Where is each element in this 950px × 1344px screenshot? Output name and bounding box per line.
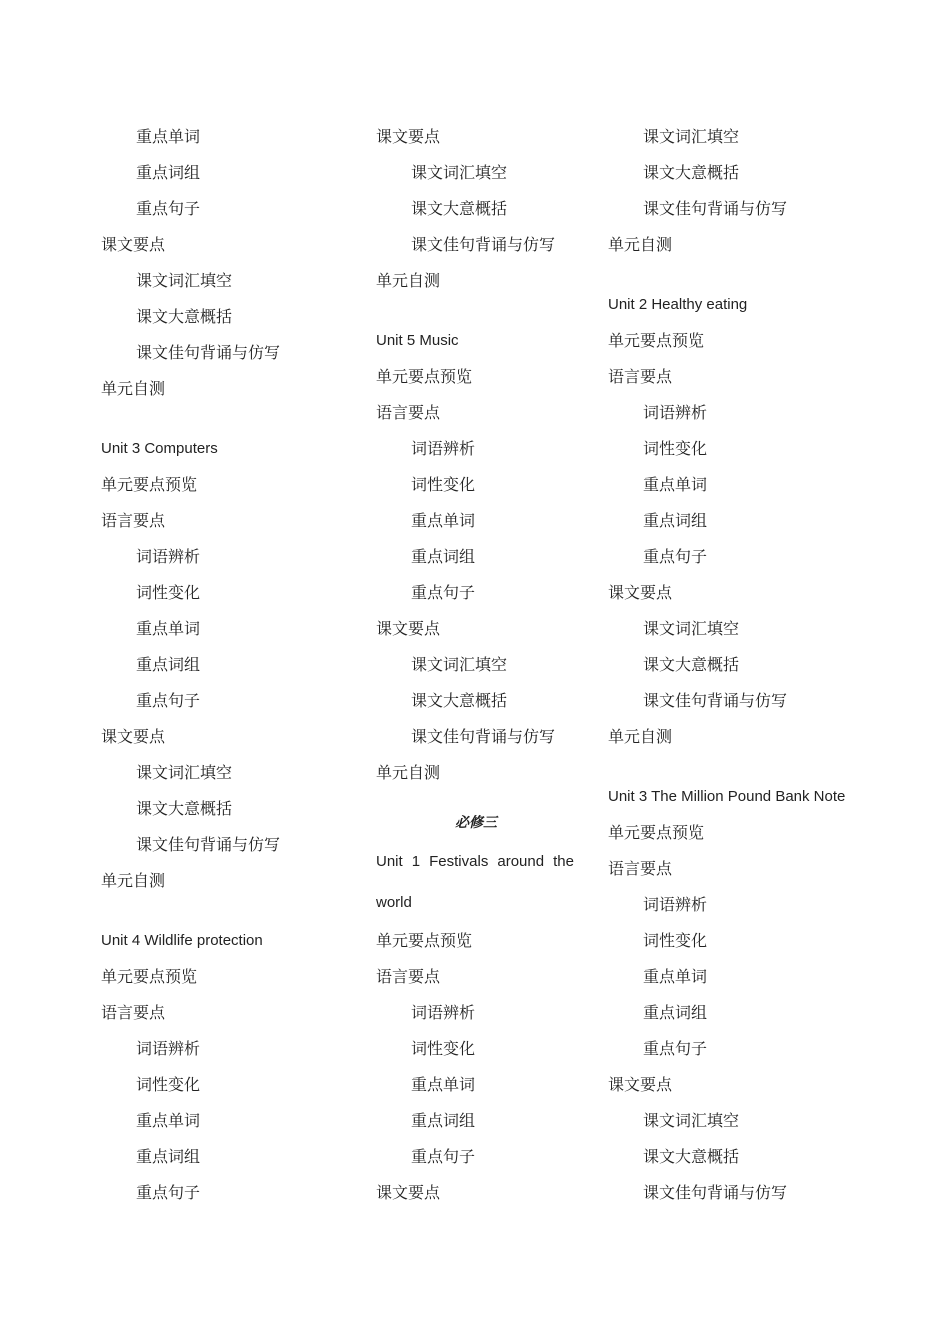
toc-entry: 单元自测 bbox=[376, 763, 441, 782]
toc-subentry: 重点词组 bbox=[136, 163, 201, 182]
unit-title: Unit 3 The Million Pound Bank Note bbox=[608, 788, 846, 805]
toc-entry: 语言要点 bbox=[608, 367, 673, 386]
toc-subentry: 重点句子 bbox=[136, 199, 201, 218]
toc-entry: 单元自测 bbox=[608, 235, 673, 254]
toc-entry: 单元要点预览 bbox=[376, 367, 473, 386]
toc-subentry: 课文大意概括 bbox=[411, 199, 508, 218]
toc-subentry: 词性变化 bbox=[643, 439, 708, 458]
toc-entry: 单元要点预览 bbox=[101, 967, 198, 986]
unit-title: Unit 4 Wildlife protection bbox=[101, 932, 263, 949]
toc-entry: 课文要点 bbox=[376, 619, 441, 638]
toc-subentry: 重点词组 bbox=[411, 1111, 476, 1130]
toc-subentry: 重点句子 bbox=[411, 1147, 476, 1166]
toc-entry: 单元要点预览 bbox=[376, 931, 473, 950]
toc-subentry: 重点单词 bbox=[411, 1075, 476, 1094]
unit-title: Unit 3 Computers bbox=[101, 440, 218, 457]
toc-subentry: 重点单词 bbox=[136, 127, 201, 146]
toc-subentry: 课文词汇填空 bbox=[136, 271, 233, 290]
toc-entry: 课文要点 bbox=[376, 1183, 441, 1202]
toc-subentry: 词性变化 bbox=[136, 583, 201, 602]
toc-subentry: 课文词汇填空 bbox=[643, 127, 740, 146]
toc-entry: 课文要点 bbox=[608, 1075, 673, 1094]
toc-subentry: 词性变化 bbox=[411, 475, 476, 494]
toc-entry: 语言要点 bbox=[101, 511, 166, 530]
toc-subentry: 课文大意概括 bbox=[643, 163, 740, 182]
toc-subentry: 词性变化 bbox=[643, 931, 708, 950]
toc-entry: 单元要点预览 bbox=[608, 823, 705, 842]
toc-entry: 单元自测 bbox=[608, 727, 673, 746]
toc-subentry: 重点句子 bbox=[411, 583, 476, 602]
toc-entry: 单元自测 bbox=[376, 271, 441, 290]
toc-entry: 课文要点 bbox=[101, 727, 166, 746]
toc-subentry: 课文佳句背诵与仿写 bbox=[411, 235, 556, 254]
toc-column-2 bbox=[376, 119, 576, 1211]
toc-subentry: 重点词组 bbox=[643, 1003, 708, 1022]
toc-entry: 语言要点 bbox=[608, 859, 673, 878]
toc-subentry: 课文词汇填空 bbox=[136, 763, 233, 782]
toc-subentry: 课文大意概括 bbox=[136, 307, 233, 326]
toc-subentry: 课文佳句背诵与仿写 bbox=[643, 199, 788, 218]
toc-entry: 语言要点 bbox=[376, 967, 441, 986]
toc-subentry: 词语辨析 bbox=[411, 439, 476, 458]
unit-title: Unit 1 Festivals around the world bbox=[376, 853, 574, 911]
toc-entry: 语言要点 bbox=[101, 1003, 166, 1022]
toc-entry: 课文要点 bbox=[608, 583, 673, 602]
toc-subentry: 词性变化 bbox=[411, 1039, 476, 1058]
toc-subentry: 词性变化 bbox=[136, 1075, 201, 1094]
toc-subentry: 重点单词 bbox=[136, 1111, 201, 1130]
toc-subentry: 重点词组 bbox=[643, 511, 708, 530]
toc-subentry: 词语辨析 bbox=[643, 895, 708, 914]
toc-column-1 bbox=[101, 119, 351, 1211]
toc-subentry: 重点句子 bbox=[136, 691, 201, 710]
unit-title: Unit 5 Music bbox=[376, 332, 459, 349]
toc-subentry: 词语辨析 bbox=[411, 1003, 476, 1022]
toc-entry: 单元自测 bbox=[101, 871, 166, 890]
toc-subentry: 课文词汇填空 bbox=[411, 655, 508, 674]
toc-entry: 课文要点 bbox=[376, 127, 441, 146]
toc-subentry: 课文大意概括 bbox=[643, 655, 740, 674]
section-heading: 必修三 bbox=[455, 815, 497, 831]
toc-subentry: 课文佳句背诵与仿写 bbox=[136, 343, 281, 362]
toc-subentry: 课文佳句背诵与仿写 bbox=[411, 727, 556, 746]
toc-subentry: 课文词汇填空 bbox=[643, 1111, 740, 1130]
toc-entry: 单元自测 bbox=[101, 379, 166, 398]
toc-subentry: 课文佳句背诵与仿写 bbox=[136, 835, 281, 854]
toc-subentry: 重点词组 bbox=[136, 1147, 201, 1166]
toc-subentry: 重点单词 bbox=[136, 619, 201, 638]
toc-subentry: 课文佳句背诵与仿写 bbox=[643, 691, 788, 710]
toc-subentry: 词语辨析 bbox=[643, 403, 708, 422]
toc-subentry: 重点词组 bbox=[411, 547, 476, 566]
toc-subentry: 词语辨析 bbox=[136, 1039, 201, 1058]
toc-subentry: 课文大意概括 bbox=[643, 1147, 740, 1166]
toc-subentry: 课文佳句背诵与仿写 bbox=[643, 1183, 788, 1202]
toc-subentry: 课文词汇填空 bbox=[643, 619, 740, 638]
toc-subentry: 重点词组 bbox=[136, 655, 201, 674]
toc-subentry: 重点句子 bbox=[643, 1039, 708, 1058]
toc-subentry: 重点句子 bbox=[643, 547, 708, 566]
toc-subentry: 课文词汇填空 bbox=[411, 163, 508, 182]
toc-subentry: 重点单词 bbox=[643, 475, 708, 494]
toc-column-3 bbox=[608, 119, 868, 1211]
toc-subentry: 重点句子 bbox=[136, 1183, 201, 1202]
toc-subentry: 重点单词 bbox=[411, 511, 476, 530]
toc-subentry: 词语辨析 bbox=[136, 547, 201, 566]
toc-entry: 课文要点 bbox=[101, 235, 166, 254]
toc-entry: 语言要点 bbox=[376, 403, 441, 422]
toc-entry: 单元要点预览 bbox=[608, 331, 705, 350]
toc-subentry: 课文大意概括 bbox=[411, 691, 508, 710]
toc-subentry: 课文大意概括 bbox=[136, 799, 233, 818]
toc-entry: 单元要点预览 bbox=[101, 475, 198, 494]
unit-title: Unit 2 Healthy eating bbox=[608, 296, 748, 313]
toc-subentry: 重点单词 bbox=[643, 967, 708, 986]
